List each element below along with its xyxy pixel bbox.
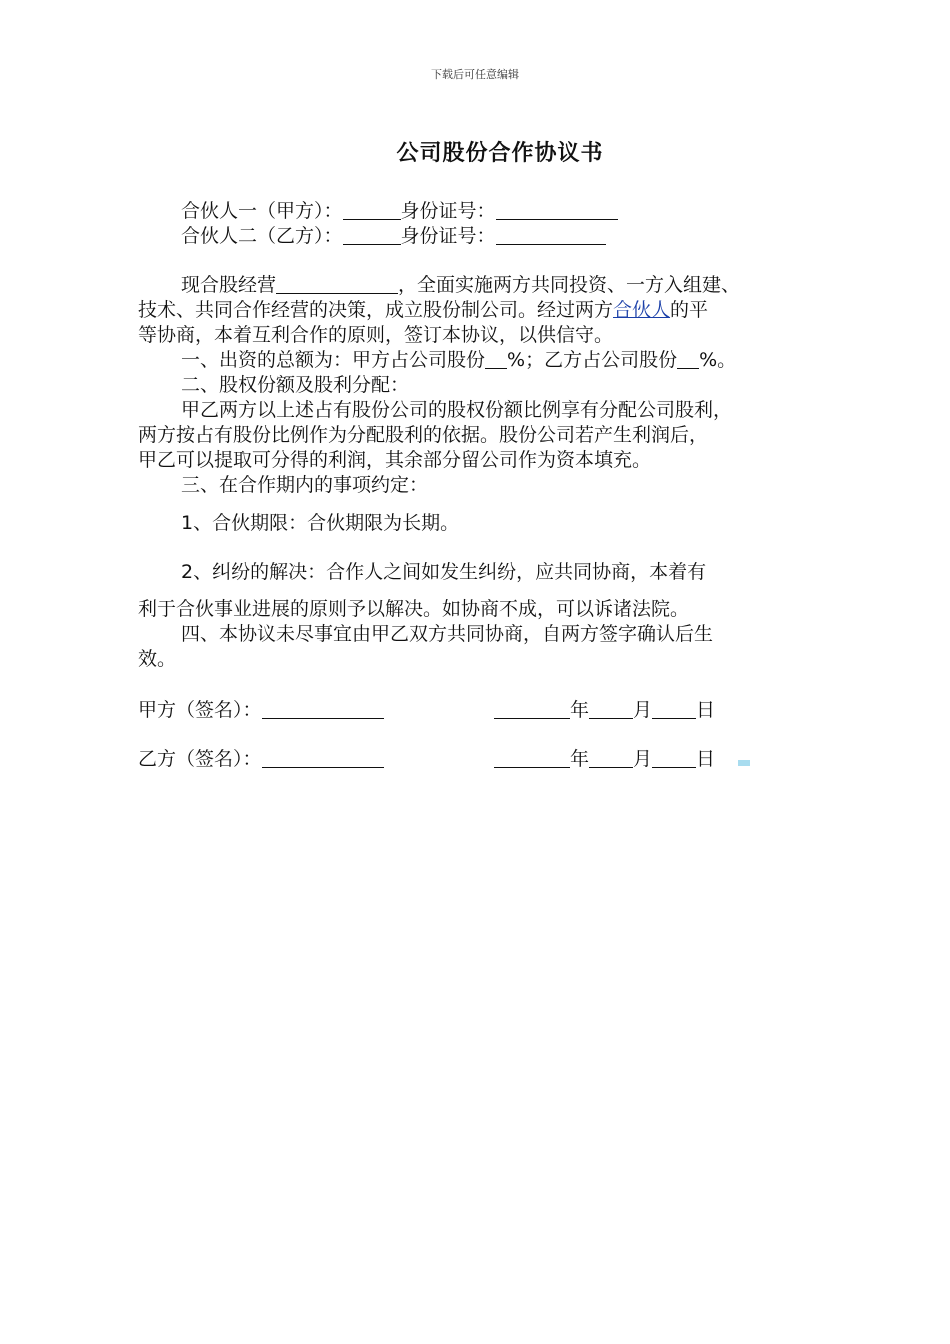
partner-a-id-label: 身份证号：	[400, 200, 496, 222]
day-a-blank[interactable]	[652, 699, 696, 719]
month-a-blank[interactable]	[589, 699, 633, 719]
partner-a-line	[181, 199, 831, 224]
year-a-blank[interactable]	[494, 699, 570, 719]
partner-b-id-label: 身份证号：	[400, 225, 496, 247]
signature-a-label: 甲方（签名）：	[138, 699, 262, 721]
section-3-heading: 三、在合作期内的事项约定：	[181, 474, 429, 496]
section-4-line-2: 效。	[138, 648, 177, 670]
signature-row-b	[138, 746, 838, 772]
section-4-line-1: 四、本协议未尽事宜由甲乙双方共同协商，自两方签字确认后生	[181, 623, 714, 645]
signature-b-label: 乙方（签名）：	[138, 748, 262, 770]
year-b-blank[interactable]	[494, 748, 570, 768]
section-2-line-2: 两方按占有股份比例作为分配股利的依据。股份公司若产生利润后，	[138, 424, 709, 446]
year-b-label: 年	[570, 748, 590, 770]
paragraph-1-line-1	[181, 273, 831, 298]
section-1-line	[181, 348, 831, 373]
document-title: 公司股份合作协议书	[396, 141, 604, 166]
section-2-line-3: 甲乙可以提取可分得的利润，其余部分留公司作为资本填充。	[138, 449, 652, 471]
year-a-label: 年	[570, 699, 590, 721]
partner-b-label: 合伙人二（乙方）：	[181, 225, 343, 247]
item-1: 1、合伙期限：合伙期限为长期。	[181, 512, 460, 534]
party-a-share-blank[interactable]	[485, 349, 507, 369]
paragraph-1-line-2-b: 的平	[670, 299, 709, 321]
paragraph-1-line-3: 等协商，本着互利合作的原则，签订本协议，以供信守。	[138, 324, 614, 346]
text-cursor-mark	[738, 760, 750, 766]
signature-row-a	[138, 697, 838, 723]
partner-b-name-blank[interactable]	[343, 225, 401, 245]
signature-b-date	[494, 746, 715, 772]
partner-a-name-blank[interactable]	[343, 200, 401, 220]
signature-a-date	[494, 697, 715, 723]
partner-a-id-blank[interactable]	[496, 200, 618, 220]
section-1-b: %；乙方占公司股份	[507, 349, 678, 371]
partner-b-id-blank[interactable]	[496, 225, 606, 245]
partner-a-label: 合伙人一（甲方）：	[181, 200, 343, 222]
paragraph-1-rest: ，全面实施两方共同投资、一方入组建、	[398, 274, 741, 296]
party-b-share-blank[interactable]	[677, 349, 699, 369]
paragraph-1-line-2-a: 技术、共同合作经营的决策，成立股份制公司。经过两方	[138, 299, 614, 321]
business-blank[interactable]	[276, 274, 398, 294]
day-a-label: 日	[696, 699, 716, 721]
partner-link[interactable]: 合伙人	[613, 299, 671, 321]
day-b-label: 日	[696, 748, 716, 770]
day-b-blank[interactable]	[652, 748, 696, 768]
month-b-blank[interactable]	[589, 748, 633, 768]
section-1-c: %。	[699, 349, 737, 371]
signature-a-blank[interactable]	[262, 699, 384, 719]
month-a-label: 月	[633, 699, 653, 721]
item-2-line-1: 2、纠纷的解决：合作人之间如发生纠纷，应共同协商，本着有	[181, 561, 707, 583]
header-note: 下载后可任意编辑	[431, 68, 519, 81]
signature-b-blank[interactable]	[262, 748, 384, 768]
month-b-label: 月	[633, 748, 653, 770]
section-2-heading: 二、股权份额及股利分配：	[181, 374, 410, 396]
paragraph-1-start: 现合股经营	[181, 274, 277, 296]
section-2-line-1: 甲乙两方以上述占有股份公司的股权份额比例享有分配公司股利，	[181, 399, 733, 421]
paragraph-1-line-2	[138, 298, 828, 323]
partner-b-line	[181, 224, 831, 249]
item-2-line-2: 利于合伙事业进展的原则予以解决。如协商不成，可以诉诸法院。	[138, 598, 690, 620]
section-1-a: 一、出资的总额为：甲方占公司股份	[181, 349, 486, 371]
